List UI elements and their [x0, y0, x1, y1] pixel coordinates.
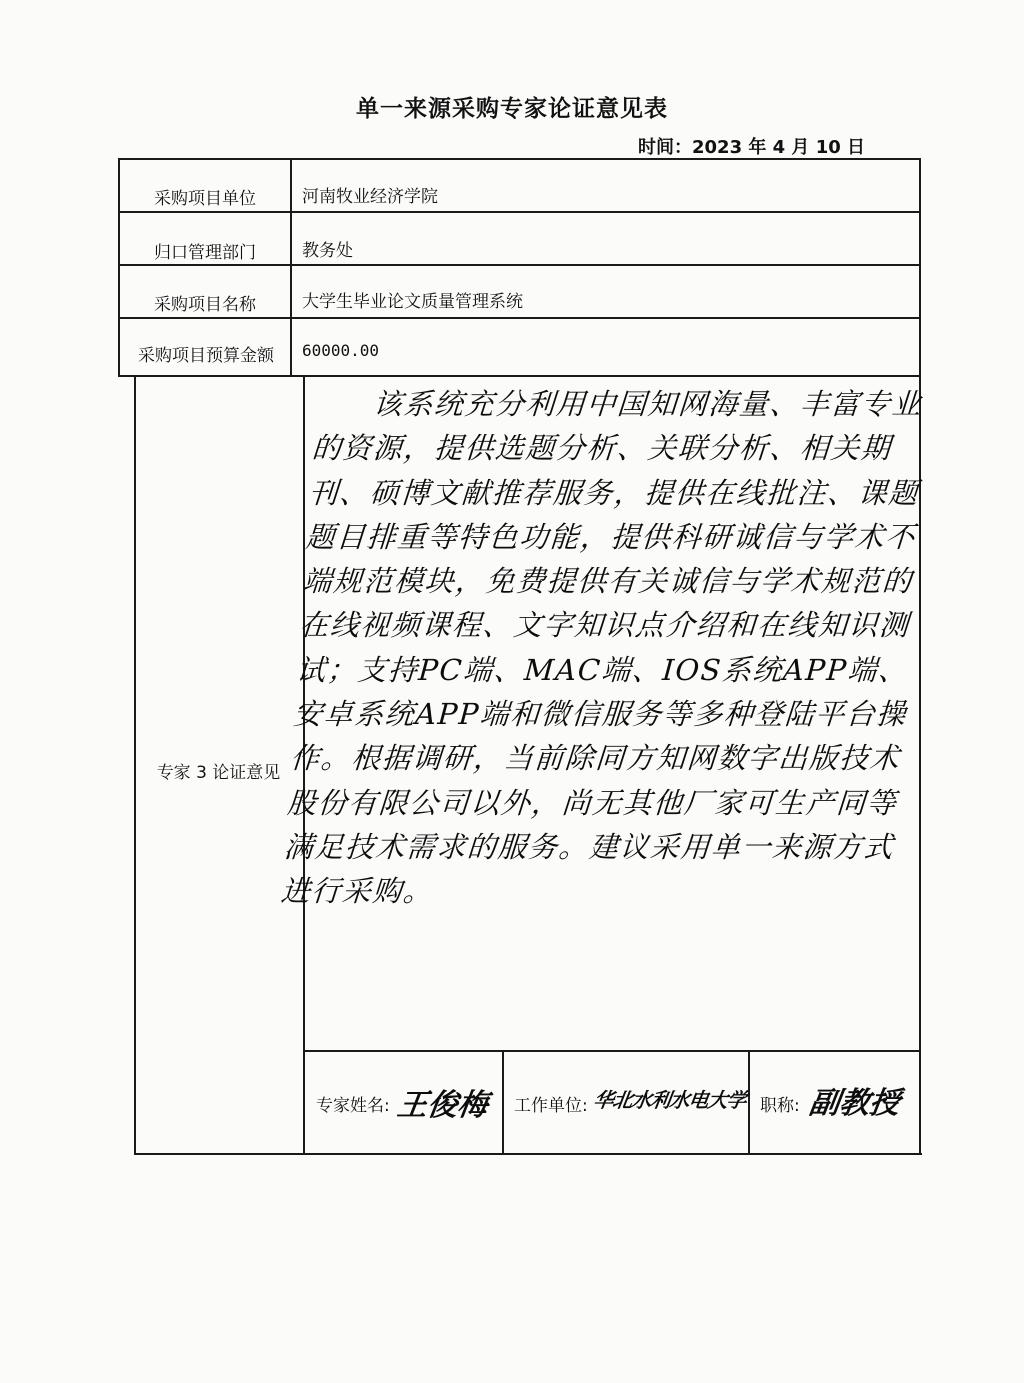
expert-name-signature: 王俊梅 — [395, 1088, 490, 1123]
signature-divider — [748, 1050, 750, 1154]
row-label-project-name: 采购项目名称 — [154, 295, 256, 315]
opinion-handwritten-text: 该系统充分利用中国知网海量、丰富专业的资源，提供选题分析、关联分析、相关期刊、硕博文献推荐服务，提供在线批注、课题题目排重等特色功能，提供科研诚信与学术不端规范模块，免费提供有关诚信与学术规范的在线视频课程、文字知识点介绍和在线知识测试；支持PC端、MAC端、IOS系统APP端、安卓系统APP端和微信服务等多种登陆平台操作。根据调研，当前除同方知网数字出版技术股份有限公司以外，尚无其他厂家可生产同等满足技术需求的服务。建议采用单一来源方式进行采购。 — [279, 387, 924, 909]
document-date — [638, 133, 865, 159]
table-border-bottom — [136, 1153, 922, 1155]
table-row-divider — [118, 317, 921, 319]
table-row-divider — [118, 264, 921, 266]
row-label-budget: 采购项目预算金额 — [138, 346, 274, 366]
row-label-department: 归口管理部门 — [154, 243, 256, 263]
row-value-project-name: 大学生毕业论文质量管理系统 — [302, 292, 523, 312]
work-unit-label: 工作单位: — [514, 1096, 588, 1116]
row-value-budget: 60000.00 — [302, 341, 380, 360]
row-label-unit: 采购项目单位 — [154, 189, 256, 209]
row-value-unit: 河南牧业经济学院 — [302, 187, 438, 207]
table-border-top — [118, 158, 921, 160]
date-label: 时间： — [638, 137, 692, 158]
document-title: 单一来源采购专家论证意见表 — [356, 96, 668, 122]
signature-divider — [502, 1050, 504, 1154]
table-row-divider — [118, 211, 921, 213]
expert-name-label: 专家姓名: — [316, 1096, 390, 1116]
table-row-divider — [118, 375, 921, 377]
opinion-label: 专家 3 论证意见 — [156, 763, 281, 783]
date-value: 2023 年 4 月 10 日 — [692, 137, 866, 158]
signature-row-divider — [303, 1050, 920, 1052]
work-unit-handwritten: 华北水利水电大学 — [592, 1088, 748, 1112]
title-handwritten: 副教授 — [807, 1086, 902, 1121]
title-label: 职称: — [760, 1096, 800, 1116]
row-value-department: 教务处 — [302, 241, 353, 261]
